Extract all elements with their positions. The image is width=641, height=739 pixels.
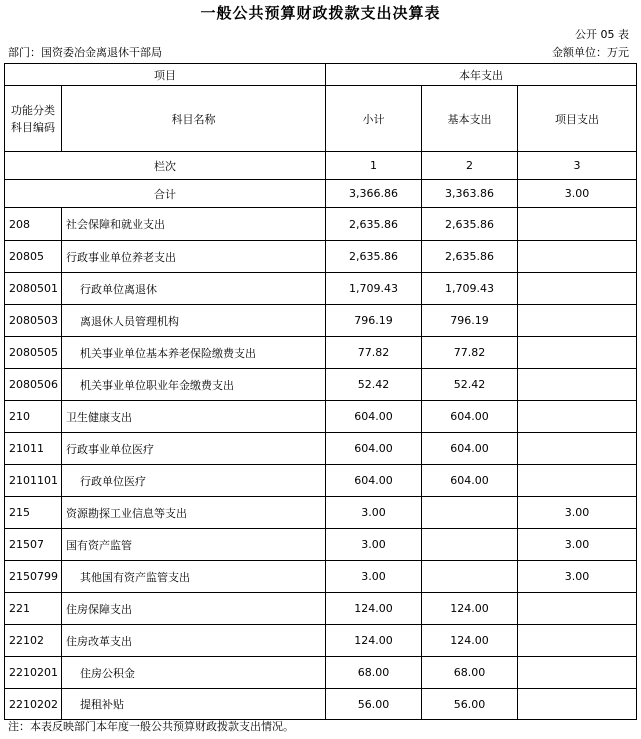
table-row <box>5 689 637 720</box>
subject-name: 机关事业单位基本养老保险缴费支出 <box>62 337 326 369</box>
project-value <box>518 305 637 337</box>
project-value <box>518 208 637 241</box>
basic-value: 124.00 <box>422 625 518 657</box>
total-project: 3.00 <box>518 180 637 208</box>
project-value <box>518 689 637 720</box>
project-value <box>518 241 637 273</box>
subtotal-value: 604.00 <box>326 465 422 497</box>
basic-value <box>422 497 518 529</box>
header-func-code: 功能分类科目编码 <box>5 86 62 152</box>
project-value <box>518 337 637 369</box>
table-row <box>5 497 637 529</box>
subject-code: 208 <box>5 208 62 241</box>
column-index-1: 1 <box>326 152 422 180</box>
table-row <box>5 369 637 401</box>
header-subject-name: 科目名称 <box>62 86 326 152</box>
column-index-row <box>5 152 637 180</box>
subject-code: 2101101 <box>5 465 62 497</box>
subject-code: 2080505 <box>5 337 62 369</box>
basic-value: 68.00 <box>422 657 518 689</box>
table-row <box>5 337 637 369</box>
basic-value: 604.00 <box>422 401 518 433</box>
subtotal-value: 1,709.43 <box>326 273 422 305</box>
basic-value: 56.00 <box>422 689 518 720</box>
footnote: 注：本表反映部门本年度一般公共预算财政拨款支出情况。 <box>8 720 294 733</box>
subject-code: 221 <box>5 593 62 625</box>
project-value <box>518 433 637 465</box>
basic-value: 77.82 <box>422 337 518 369</box>
subject-name: 住房改革支出 <box>62 625 326 657</box>
column-index-label: 栏次 <box>5 152 326 180</box>
column-index-2: 2 <box>422 152 518 180</box>
table-row <box>5 305 637 337</box>
basic-value: 2,635.86 <box>422 241 518 273</box>
subject-name: 社会保障和就业支出 <box>62 208 326 241</box>
subject-code: 2080501 <box>5 273 62 305</box>
subject-code: 2080506 <box>5 369 62 401</box>
subject-name: 国有资产监管 <box>62 529 326 561</box>
table-row <box>5 208 637 241</box>
subject-name: 提租补贴 <box>62 689 326 720</box>
subject-code: 22102 <box>5 625 62 657</box>
department-label: 部门：国资委冶金离退休干部局 <box>8 46 162 59</box>
project-value <box>518 657 637 689</box>
project-value <box>518 593 637 625</box>
basic-value: 604.00 <box>422 465 518 497</box>
subtotal-value: 2,635.86 <box>326 208 422 241</box>
project-value <box>518 369 637 401</box>
subject-name: 其他国有资产监管支出 <box>62 561 326 593</box>
table-row <box>5 561 637 593</box>
project-value: 3.00 <box>518 529 637 561</box>
header-row-2 <box>5 86 637 152</box>
subtotal-value: 77.82 <box>326 337 422 369</box>
basic-value <box>422 561 518 593</box>
project-value <box>518 401 637 433</box>
subtotal-value: 124.00 <box>326 593 422 625</box>
subtotal-value: 796.19 <box>326 305 422 337</box>
amount-unit-label: 金额单位：万元 <box>552 46 629 59</box>
subtotal-value: 68.00 <box>326 657 422 689</box>
subject-code: 2210201 <box>5 657 62 689</box>
subject-code: 210 <box>5 401 62 433</box>
table-row <box>5 273 637 305</box>
subject-name: 资源勘探工业信息等支出 <box>62 497 326 529</box>
total-basic: 3,363.86 <box>422 180 518 208</box>
project-value <box>518 273 637 305</box>
subject-name: 机关事业单位职业年金缴费支出 <box>62 369 326 401</box>
column-index-3: 3 <box>518 152 637 180</box>
subtotal-value: 52.42 <box>326 369 422 401</box>
subject-name: 住房保障支出 <box>62 593 326 625</box>
subtotal-value: 604.00 <box>326 401 422 433</box>
subject-name: 行政单位医疗 <box>62 465 326 497</box>
table-row <box>5 401 637 433</box>
table-row <box>5 241 637 273</box>
project-value <box>518 465 637 497</box>
table-row <box>5 657 637 689</box>
total-label: 合计 <box>5 180 326 208</box>
basic-value: 1,709.43 <box>422 273 518 305</box>
project-value: 3.00 <box>518 497 637 529</box>
subject-name: 住房公积金 <box>62 657 326 689</box>
subject-code: 2150799 <box>5 561 62 593</box>
table-row <box>5 529 637 561</box>
header-row-1 <box>5 64 637 86</box>
table-row <box>5 625 637 657</box>
subject-name: 行政事业单位养老支出 <box>62 241 326 273</box>
project-value <box>518 625 637 657</box>
subtotal-value: 3.00 <box>326 561 422 593</box>
subject-name: 卫生健康支出 <box>62 401 326 433</box>
subject-code: 21507 <box>5 529 62 561</box>
table-row <box>5 593 637 625</box>
basic-value <box>422 529 518 561</box>
basic-value: 796.19 <box>422 305 518 337</box>
subject-code: 2210202 <box>5 689 62 720</box>
basic-value: 2,635.86 <box>422 208 518 241</box>
project-value: 3.00 <box>518 561 637 593</box>
header-current-year: 本年支出 <box>326 64 637 86</box>
subtotal-value: 3.00 <box>326 529 422 561</box>
subject-code: 20805 <box>5 241 62 273</box>
subtotal-value: 124.00 <box>326 625 422 657</box>
header-project: 项目支出 <box>518 86 637 152</box>
header-item: 项目 <box>5 64 326 86</box>
subtotal-value: 3.00 <box>326 497 422 529</box>
report-title: 一般公共预算财政拨款支出决算表 <box>200 4 441 22</box>
subtotal-value: 2,635.86 <box>326 241 422 273</box>
subtotal-value: 604.00 <box>326 433 422 465</box>
subject-name: 行政事业单位医疗 <box>62 433 326 465</box>
total-row <box>5 180 637 208</box>
subject-code: 215 <box>5 497 62 529</box>
basic-value: 52.42 <box>422 369 518 401</box>
subject-name: 离退休人员管理机构 <box>62 305 326 337</box>
form-code: 公开 05 表 <box>575 28 629 41</box>
table-row <box>5 465 637 497</box>
header-subtotal: 小计 <box>326 86 422 152</box>
table-row <box>5 433 637 465</box>
basic-value: 604.00 <box>422 433 518 465</box>
total-subtotal: 3,366.86 <box>326 180 422 208</box>
subject-code: 2080503 <box>5 305 62 337</box>
basic-value: 124.00 <box>422 593 518 625</box>
subject-name: 行政单位离退休 <box>62 273 326 305</box>
header-basic: 基本支出 <box>422 86 518 152</box>
subject-code: 21011 <box>5 433 62 465</box>
expenditure-table <box>4 63 637 720</box>
subtotal-value: 56.00 <box>326 689 422 720</box>
